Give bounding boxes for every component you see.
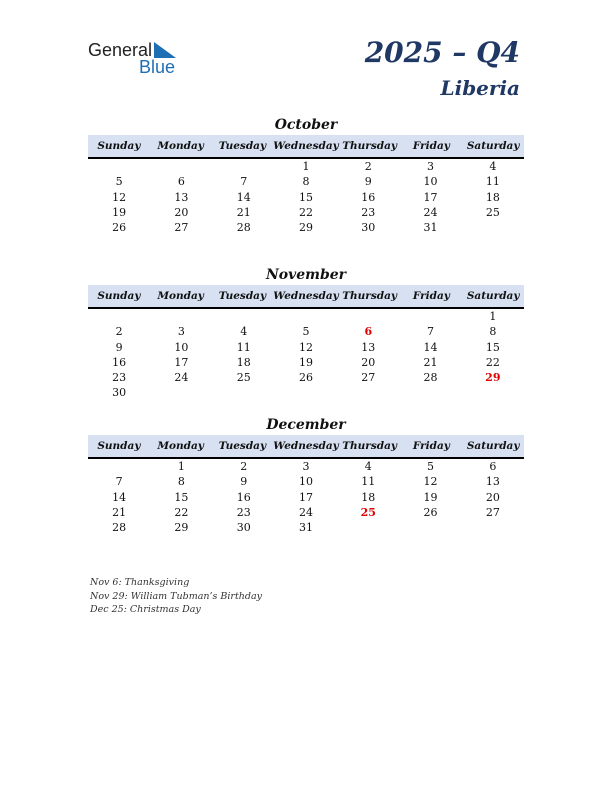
week-row [88, 324, 524, 339]
date-cell: 22 [485, 355, 500, 369]
date-cell: 13 [361, 340, 376, 354]
empty-date-cell [150, 309, 212, 324]
date-cell: 11 [361, 475, 376, 489]
weekday-label: Friday [412, 440, 450, 452]
date-cell: 2 [364, 160, 372, 173]
weekday-label: Monday [157, 140, 204, 152]
weekday-label: Thursday [342, 440, 397, 452]
empty-date-cell [337, 520, 399, 535]
date-cell: 29 [174, 521, 189, 535]
date-cell: 30 [236, 521, 251, 535]
date-cell: 2 [240, 460, 248, 473]
date-cell: 12 [112, 190, 127, 204]
date-cell: 5 [302, 325, 310, 339]
weekday-label: Friday [412, 290, 450, 302]
date-cell: 23 [112, 371, 127, 385]
holiday-note: Nov 29: William Tubman’s Birthday [90, 590, 263, 602]
date-cell: 30 [112, 386, 127, 400]
date-cell: 1 [177, 460, 185, 473]
weekday-label: Sunday [97, 140, 141, 152]
date-cell: 28 [236, 221, 251, 235]
week-row [88, 490, 524, 505]
logo-word-general: General [88, 40, 153, 60]
date-cell: 12 [423, 475, 438, 489]
date-cell: 8 [177, 475, 185, 489]
date-cell: 18 [361, 490, 376, 504]
weekday-label: Wednesday [273, 140, 339, 152]
date-cell: 27 [485, 505, 500, 519]
date-cell: 19 [112, 205, 127, 219]
weekday-label: Saturday [466, 290, 520, 302]
empty-date-cell [88, 309, 150, 324]
date-cell: 15 [485, 340, 500, 354]
date-cell: 17 [298, 490, 313, 504]
weekday-header-row [88, 435, 524, 459]
date-cell: 16 [112, 355, 127, 369]
date-cell: 22 [298, 205, 313, 219]
date-cell: 28 [423, 371, 438, 385]
date-cell: 3 [302, 460, 310, 473]
week-row [88, 370, 524, 385]
holiday-note: Dec 25: Christmas Day [90, 604, 201, 615]
week-row [88, 205, 524, 220]
date-cell: 15 [298, 190, 313, 204]
weekday-label: Tuesday [218, 290, 267, 302]
week-row [88, 459, 524, 474]
date-cell: 5 [427, 460, 435, 473]
date-cell: 4 [489, 160, 497, 173]
date-cell: 20 [361, 355, 376, 369]
empty-date-cell [462, 520, 524, 535]
month-december [88, 415, 524, 535]
week-row [88, 220, 524, 235]
month-november [88, 265, 524, 401]
date-cell: 4 [364, 460, 372, 473]
week-row [88, 355, 524, 370]
date-cell: 13 [485, 475, 500, 489]
date-cell: 21 [423, 355, 438, 369]
date-cell: 23 [236, 505, 251, 519]
holiday-date-cell: 25 [360, 505, 376, 519]
weekday-header-row [88, 135, 524, 159]
date-cell: 16 [236, 490, 251, 504]
date-cell: 29 [298, 221, 313, 235]
date-cell: 16 [361, 190, 376, 204]
empty-date-cell [399, 520, 461, 535]
date-cell: 20 [485, 490, 500, 504]
empty-date-cell [337, 309, 399, 324]
date-cell: 27 [174, 221, 189, 235]
date-cell: 6 [177, 175, 185, 189]
empty-date-cell [213, 309, 275, 324]
holiday-note: Nov 6: Thanksgiving [90, 577, 190, 588]
date-cell: 18 [485, 190, 500, 204]
date-cell: 24 [423, 205, 438, 219]
week-row [88, 474, 524, 489]
date-cell: 10 [174, 340, 189, 354]
holiday-notes [90, 576, 262, 617]
date-cell: 14 [423, 340, 438, 354]
date-cell: 26 [112, 221, 127, 235]
empty-date-cell [88, 159, 150, 174]
empty-date-cell [150, 159, 212, 174]
date-cell: 21 [112, 505, 127, 519]
holiday-date-cell: 29 [485, 371, 501, 385]
date-cell: 13 [174, 190, 189, 204]
weekday-label: Sunday [97, 440, 141, 452]
date-cell: 30 [361, 221, 376, 235]
date-cell: 6 [489, 460, 497, 473]
logo [88, 40, 188, 76]
date-cell: 24 [298, 505, 313, 519]
weekday-label: Tuesday [218, 140, 267, 152]
country-name: Liberia [440, 76, 520, 100]
holiday-date-cell: 6 [364, 325, 373, 339]
date-cell: 26 [298, 371, 313, 385]
empty-date-cell [462, 220, 524, 235]
date-cell: 1 [302, 160, 310, 173]
week-row [88, 174, 524, 189]
weekday-label: Thursday [342, 290, 397, 302]
date-cell: 15 [174, 490, 189, 504]
week-row [88, 309, 524, 324]
logo-triangle-icon [154, 42, 176, 58]
date-cell: 9 [115, 340, 123, 354]
date-cell: 14 [236, 190, 251, 204]
date-cell: 12 [298, 340, 313, 354]
weekday-label: Wednesday [273, 290, 339, 302]
weekday-label: Saturday [466, 140, 520, 152]
date-cell: 18 [236, 355, 251, 369]
empty-date-cell [150, 385, 212, 400]
month-title: December [266, 417, 346, 433]
weekday-label: Tuesday [218, 440, 267, 452]
date-cell: 17 [174, 355, 189, 369]
date-cell: 10 [298, 475, 313, 489]
empty-date-cell [337, 385, 399, 400]
weekday-label: Wednesday [273, 440, 339, 452]
date-cell: 26 [423, 505, 438, 519]
date-cell: 27 [361, 371, 376, 385]
date-cell: 7 [427, 325, 435, 339]
month-title: October [274, 117, 338, 133]
date-cell: 8 [489, 325, 497, 339]
empty-date-cell [462, 385, 524, 400]
weekday-label: Monday [157, 440, 204, 452]
date-cell: 1 [489, 310, 497, 323]
date-cell: 20 [174, 205, 189, 219]
week-row [88, 385, 524, 400]
date-cell: 11 [236, 340, 251, 354]
date-cell: 5 [115, 175, 123, 189]
date-cell: 24 [174, 371, 189, 385]
weekday-label: Friday [412, 140, 450, 152]
date-cell: 28 [112, 521, 127, 535]
date-cell: 19 [423, 490, 438, 504]
date-cell: 31 [423, 221, 438, 235]
empty-date-cell [213, 159, 275, 174]
date-cell: 7 [115, 475, 123, 489]
week-row [88, 340, 524, 355]
date-cell: 23 [361, 205, 376, 219]
date-cell: 3 [427, 160, 435, 173]
date-cell: 19 [298, 355, 313, 369]
week-row [88, 505, 524, 520]
week-row [88, 520, 524, 535]
month-october [88, 115, 524, 235]
date-cell: 7 [240, 175, 248, 189]
date-cell: 9 [240, 475, 248, 489]
date-cell: 11 [485, 175, 500, 189]
weekday-label: Thursday [342, 140, 397, 152]
date-cell: 17 [423, 190, 438, 204]
date-cell: 3 [177, 325, 185, 339]
empty-date-cell [213, 385, 275, 400]
empty-date-cell [88, 459, 150, 474]
weekday-label: Monday [157, 290, 204, 302]
week-row [88, 159, 524, 174]
page-title: 2025 – Q4 [364, 36, 520, 69]
empty-date-cell [399, 309, 461, 324]
date-cell: 31 [298, 521, 313, 535]
date-cell: 2 [115, 325, 123, 339]
empty-date-cell [275, 385, 337, 400]
date-cell: 14 [112, 490, 127, 504]
date-cell: 9 [364, 175, 372, 189]
weekday-header-row [88, 285, 524, 309]
weekday-label: Saturday [466, 440, 520, 452]
date-cell: 25 [236, 371, 251, 385]
weekday-label: Sunday [97, 290, 141, 302]
logo-word-blue: Blue [139, 57, 176, 77]
date-cell: 4 [240, 325, 248, 339]
date-cell: 21 [236, 205, 251, 219]
month-title: November [265, 267, 347, 283]
empty-date-cell [399, 385, 461, 400]
date-cell: 10 [423, 175, 438, 189]
date-cell: 22 [174, 505, 189, 519]
date-cell: 25 [485, 205, 500, 219]
date-cell: 8 [302, 175, 310, 189]
empty-date-cell [275, 309, 337, 324]
week-row [88, 190, 524, 205]
